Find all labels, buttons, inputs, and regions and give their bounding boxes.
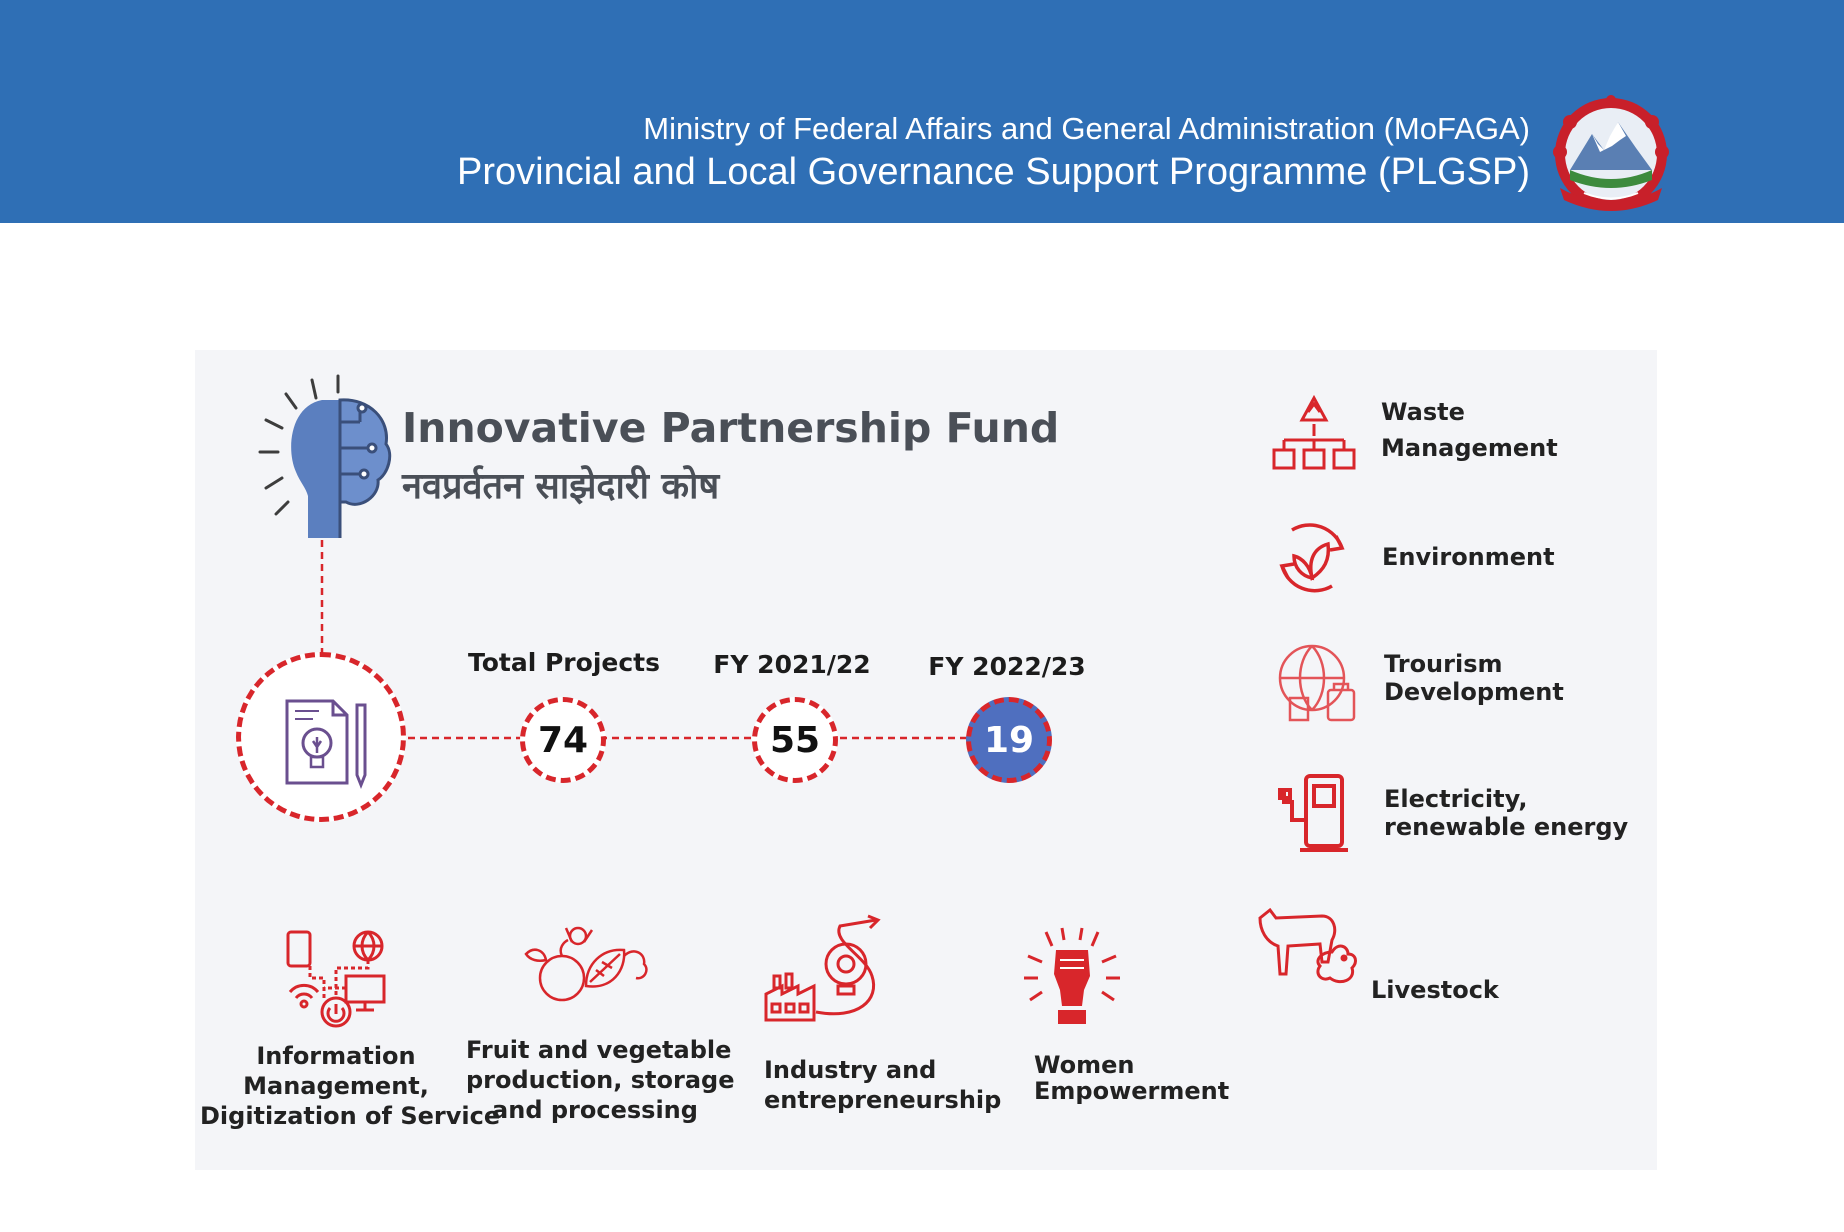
category-electricity-renewable-energy: Electricity, renewable energy xyxy=(1384,785,1629,841)
tourism-globe-icon xyxy=(1276,640,1362,724)
fruit-vegetable-icon xyxy=(516,920,656,1006)
header-banner xyxy=(0,0,1844,223)
ministry-name: Ministry of Federal Affairs and General Administration (MoFAGA) xyxy=(643,111,1530,146)
stat-value-total-projects: 74 xyxy=(520,697,606,783)
industry-idea-icon xyxy=(762,916,888,1026)
category-livestock: Livestock xyxy=(1371,976,1499,1004)
category-environment: Environment xyxy=(1382,543,1555,571)
category-fruit-vegetable: Fruit and vegetable production, storage and processing xyxy=(466,1036,735,1124)
category-information-management: Information Management, Digitization of Service xyxy=(200,1042,501,1130)
raised-fist-icon xyxy=(1022,926,1122,1026)
charging-station-icon xyxy=(1278,772,1358,854)
brain-idea-icon xyxy=(250,370,400,540)
idea-proposal-circle xyxy=(236,652,406,822)
category-women-empowerment: Women Empowerment xyxy=(1034,1051,1230,1105)
stat-value-fy-2022-23: 19 xyxy=(966,697,1052,783)
fund-title-english: Innovative Partnership Fund xyxy=(402,404,1060,452)
environment-leaf-icon xyxy=(1272,512,1352,602)
stat-label-total-projects: Total Projects xyxy=(467,648,660,677)
category-industry-entrepreneurship: Industry and entrepreneurship xyxy=(764,1056,1002,1114)
nepal-emblem-icon xyxy=(1540,92,1682,214)
stat-value-fy-2021-22: 55 xyxy=(752,697,838,783)
stat-label-fy-2021-22: FY 2021/22 xyxy=(713,650,871,679)
header-text xyxy=(457,110,1530,196)
fund-title-nepali: नवप्रर्वतन साझेदारी कोष xyxy=(402,466,720,507)
livestock-icon xyxy=(1252,902,1362,990)
category-tourism-development: Trourism Development xyxy=(1384,650,1564,706)
digital-devices-icon xyxy=(284,928,388,1032)
programme-name: Provincial and Local Governance Support Programme (PLGSP) xyxy=(457,151,1530,193)
category-waste-management: Waste Management xyxy=(1381,398,1558,462)
stat-label-fy-2022-23: FY 2022/23 xyxy=(928,652,1086,681)
recycle-icon xyxy=(1272,390,1356,472)
document-lightbulb-icon xyxy=(283,697,369,787)
